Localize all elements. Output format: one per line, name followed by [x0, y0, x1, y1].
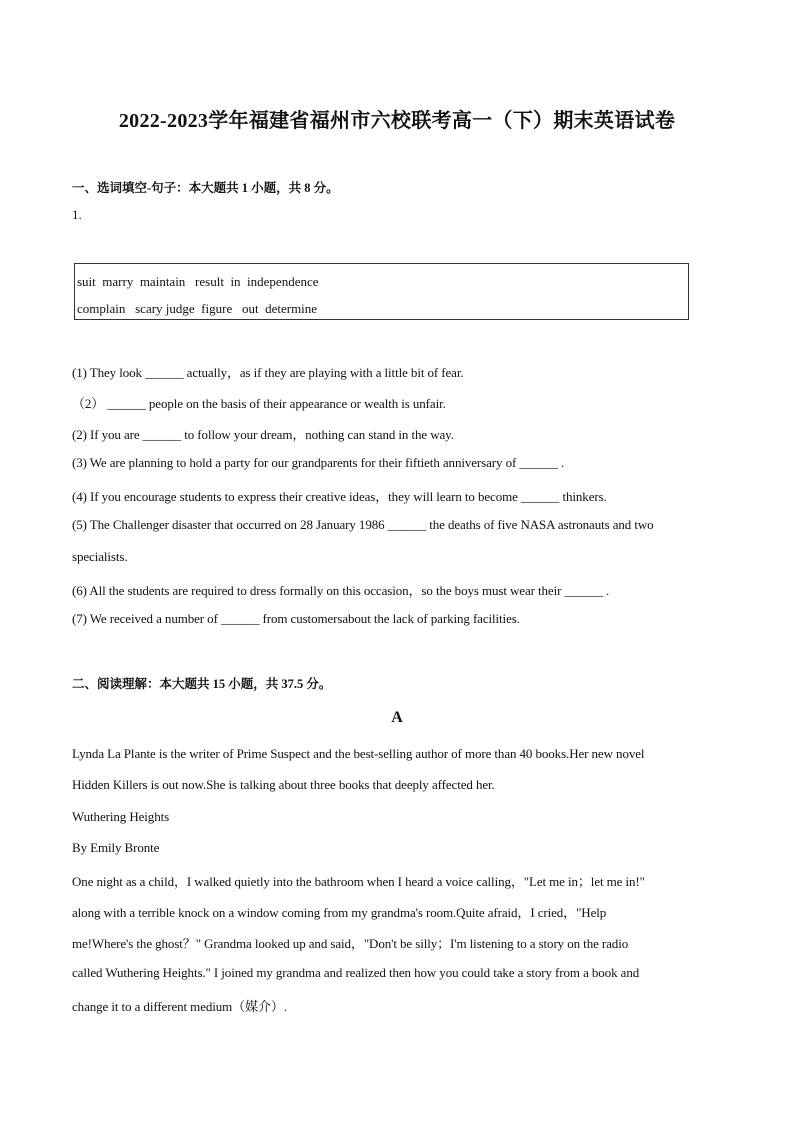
question-item: (2) If you are ______ to follow your dream，nothing can stand in the way.	[72, 427, 454, 442]
section-heading-2: 二、阅读理解：本大题共 15 小题，共 37.5 分。	[72, 677, 332, 691]
question-item: (5) The Challenger disaster that occurred on 28 January 1986 ______ the deaths of five NASA astronauts and two	[72, 517, 654, 532]
passage-line: change it to a different medium（媒介）.	[72, 999, 287, 1014]
passage-line: called Wuthering Heights." I joined my grandma and realized then how you could take a story from a book and	[72, 965, 640, 980]
passage-line: Hidden Killers is out now.She is talking about three books that deeply affected her.	[72, 777, 495, 792]
word-bank-row: complain scary judge figure out determine	[77, 301, 318, 316]
passage-line: along with a terrible knock on a window coming from my grandma's room.Quite afraid，I cried，"Help	[72, 905, 607, 920]
question-number: 1.	[72, 207, 82, 222]
question-item: (3) We are planning to hold a party for our grandparents for their fiftieth anniversary of ______ .	[72, 455, 565, 470]
question-item: （2） ______ people on the basis of their appearance or wealth is unfair.	[72, 396, 446, 411]
question-item: (6) All the students are required to dress formally on this occasion，so the boys must wear their ______ .	[72, 583, 610, 598]
passage-line: Wuthering Heights	[72, 809, 170, 824]
section-heading-1: 一、选词填空-句子：本大题共 1 小题，共 8 分。	[72, 181, 339, 195]
passage-label: A	[391, 709, 403, 726]
page-title: 2022-2023学年福建省福州市六校联考高一（下）期末英语试卷	[118, 110, 676, 132]
question-item: (7) We received a number of ______ from customersabout the lack of parking facilities.	[72, 611, 520, 626]
passage-line: me!Where's the ghost？" Grandma looked up and said，"Don't be silly；I'm listening to a story on the radio	[72, 936, 629, 951]
passage-line: By Emily Bronte	[72, 840, 160, 855]
passage-line: One night as a child，I walked quietly into the bathroom when I heard a voice calling，"Let me in；let me in!"	[72, 874, 645, 889]
question-item: (4) If you encourage students to express their creative ideas，they will learn to become ______ thinkers.	[72, 489, 607, 504]
passage-line: Lynda La Plante is the writer of Prime Suspect and the best-selling author of more than 40 books.Her new novel	[72, 746, 645, 761]
word-bank-row: suit marry maintain result in independence	[77, 274, 319, 289]
question-item: (1) They look ______ actually，as if they are playing with a little bit of fear.	[72, 365, 464, 380]
question-item: specialists.	[72, 549, 128, 564]
word-bank-box	[74, 263, 689, 320]
